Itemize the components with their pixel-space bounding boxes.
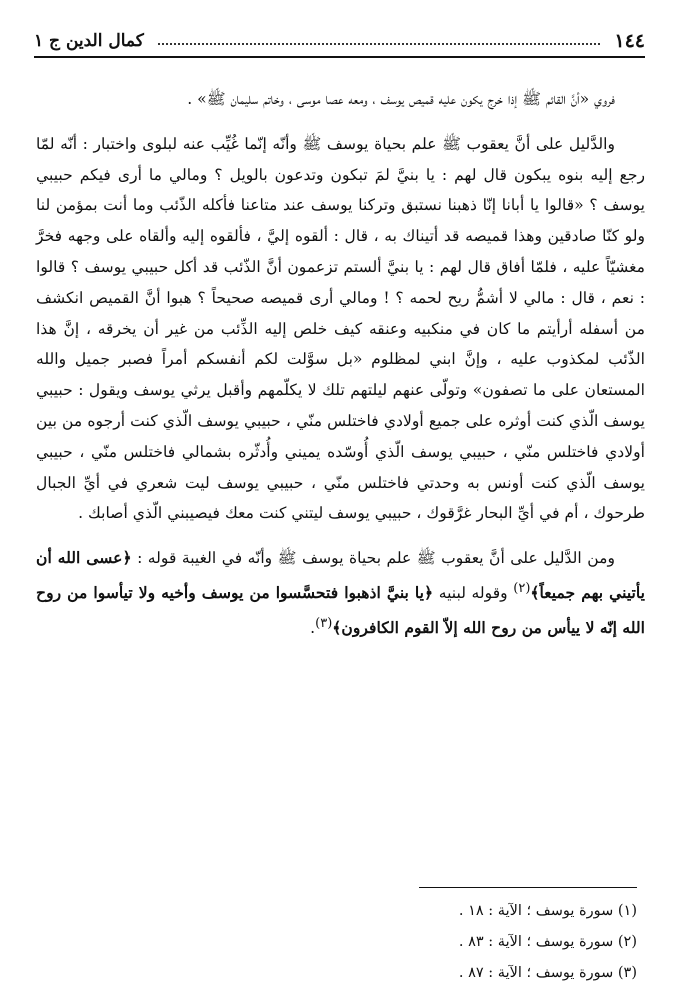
quran-verse: ﴿عسى الله أن يأتيني بهم جميعاً﴾	[36, 548, 645, 603]
paragraph-lead: ومن الدَّليل على أنَّ يعقوب ﷺ علم بحياة يوسف ﷺ وأنّه في الغيبة قوله :	[131, 549, 615, 568]
paragraph-end: .	[310, 619, 316, 638]
book-title: كمال الدين ج ١	[34, 31, 144, 51]
page-number: ١٤٤	[614, 30, 645, 52]
footnotes	[40, 887, 637, 989]
paragraph: فروي «أنَّ القائم ﷺ إذا خرج يكون عليه قميص يوسف ، ومعه عصا موسى ، وخاتم سليمان ﷺ» .	[187, 90, 615, 108]
header-dotted-leader	[158, 41, 601, 45]
footnote-ref: (٣)	[315, 615, 333, 631]
main-text	[36, 84, 645, 644]
footnote: (٢) سورة يوسف ؛ الآية : ٨٣ .	[458, 934, 637, 950]
page-header	[34, 26, 645, 58]
footnote-divider	[419, 887, 637, 888]
paragraph: والدَّليل على أنَّ يعقوب ﷺ علم بحياة يوسف ﷺ وأنّه إنّما غُيِّب عنه لبلوى واختبار : أنّه لمّا رجع إليه بنوه يبكون قال لهم : يا بنيَّ لمَ تبكون وتدعون بالويل ؟ ومالي ما أرى فيكم حبيبي يوسف ؟ «قالوا يا أبانا إنّا ذهبنا نستبق وتركنا يوسف عند متاعنا فأكله الذّئب وما أنت بمؤمن لنا ولو كنّا صادقين وهذا قميصه قد أتيناك به ، قال : ألقوه إليَّ ، فألقوه إليه وألقاه على وجهه فخرَّ مغشيّاً عليه ، فلمّا أفاق قال لهم : يا بنيَّ ألستم تزعمون أنَّ الذّئب قد أكل حبيبي يوسف ؟ قالوا : نعم ، قال : مالي لا أشمُّ ريح لحمه ؟ ! ومالي أرى قميصه صحيحاً ؟ هبوا أنَّ القميص انكشف من أسفله أرأيتم ما كان في منكبيه وعنقه كيف خلص إليه الذِّئب من غير أن يخرقه ، إنَّ هذا الذّئب لمكذوب عليه ، وإنَّ ابني لمظلوم «بل سوَّلت لكم أنفسكم أمراً فصبر جميل والله المستعان على ما تصفون» وتولّى عنهم ليلتهم تلك لا يكلّمهم وأقبل يرثي يوسف ويقول : حبيبي يوسف الّذي كنت أوثره على جميع أولادي فاختلس منّي ، حبيبي يوسف الّذي كنت أرجوه من بين أولادي فاختلس منّي ، حبيبي يوسف الّذي أُوسّده يميني وأُدثّره بشمالي فاختلس منّي ، حبيبي يوسف الّذي كنت أونس به وحدتي فاختلس منّي ، حبيبي يوسف ليت شعري في أيِّ الجبال طرحوك ، أم في أيِّ البحار غرَّقوك ، حبيبي يوسف ليتني كنت معك فيصيبني الّذي أصابك .	[36, 134, 645, 523]
footnote: (٣) سورة يوسف ؛ الآية : ٨٧ .	[458, 965, 637, 981]
quran-verse: ﴿يا بنيَّ اذهبوا فتحسَّسوا من يوسف وأخيه ولا تيأسوا من روح الله إنّه لا ييأس من روح الله إلاّ القوم الكافرون﴾	[36, 583, 645, 638]
footnote: (١) سورة يوسف ؛ الآية : ١٨ .	[458, 903, 637, 919]
paragraph-text: وقوله لبنيه	[433, 584, 514, 603]
paragraph	[36, 543, 645, 644]
footnote-ref: (٢)	[513, 580, 531, 596]
